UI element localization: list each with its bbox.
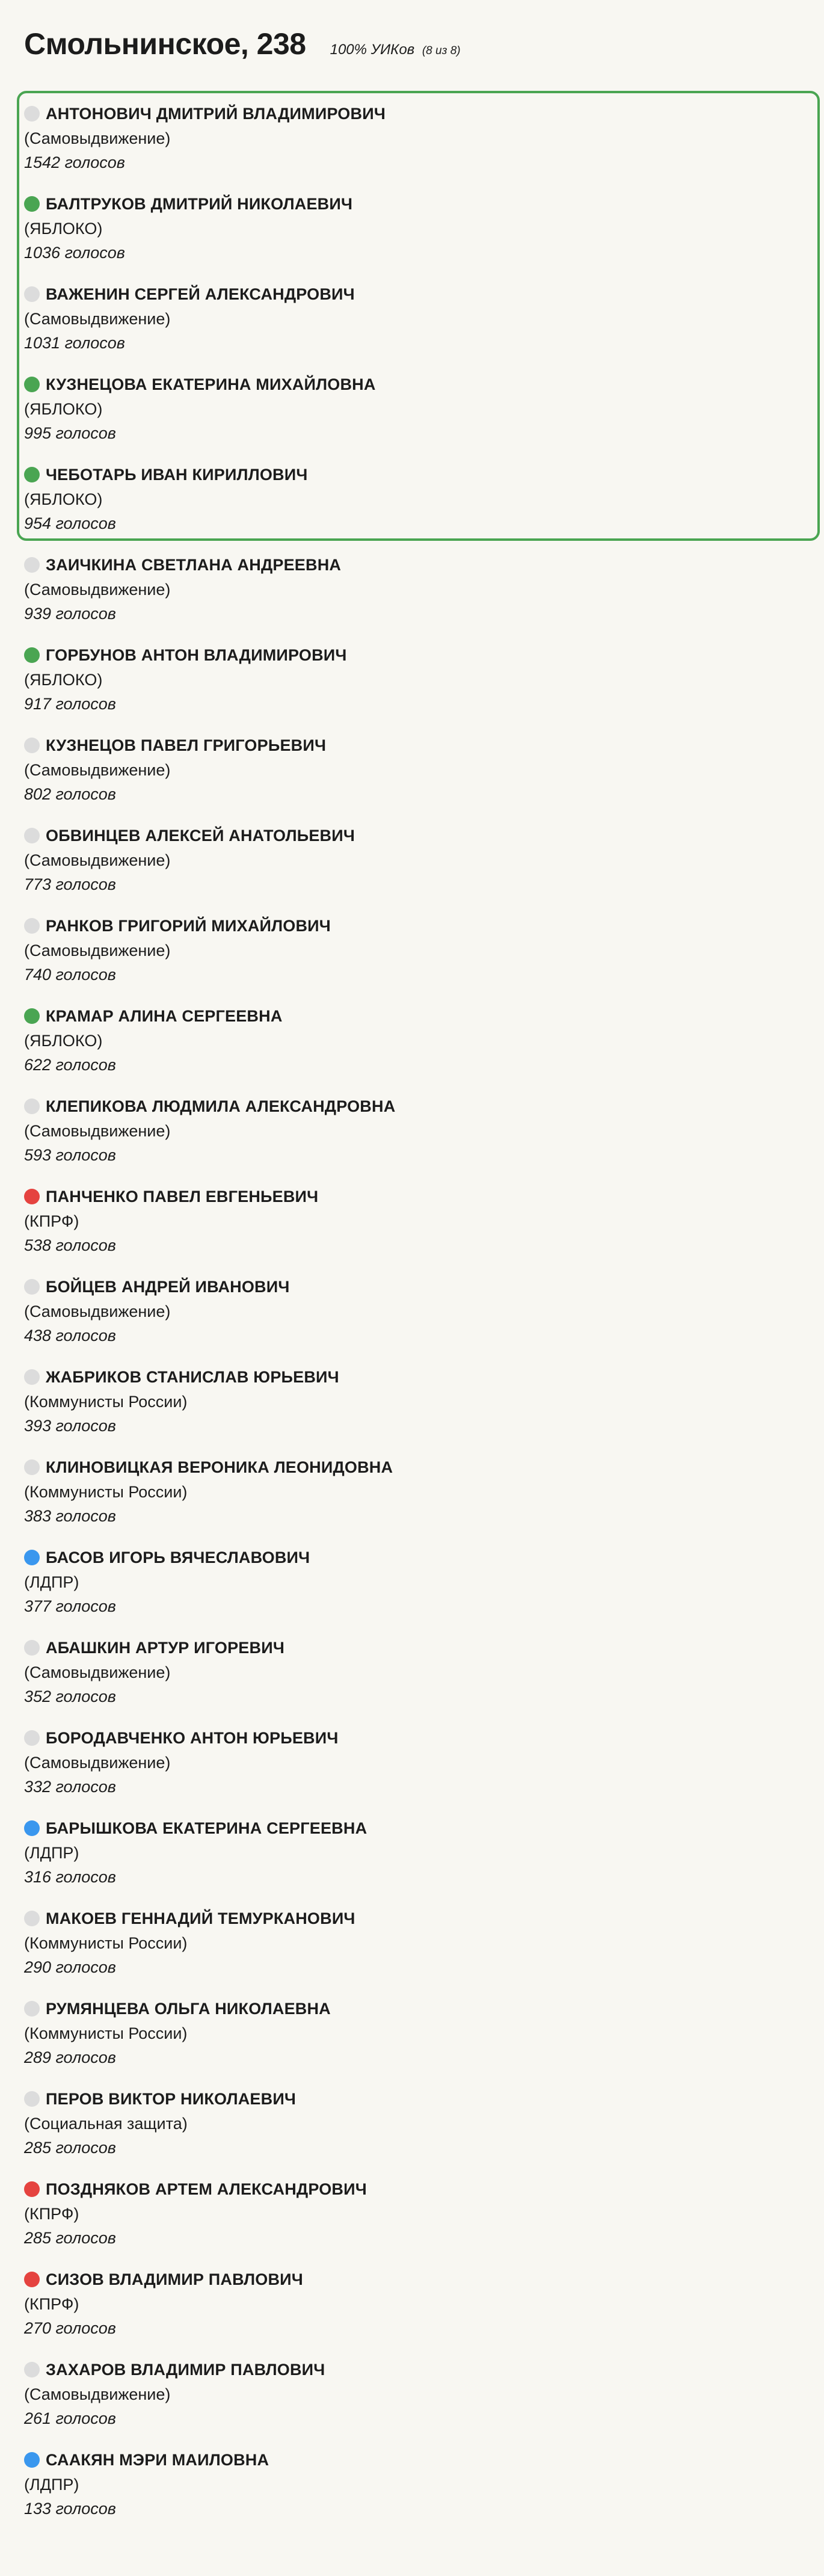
candidate-name-line <box>24 1274 806 1299</box>
party-color-dot-icon <box>24 1459 40 1475</box>
candidate-name-line <box>24 642 806 668</box>
candidate-item <box>24 2357 806 2447</box>
candidate-item <box>24 1725 806 1816</box>
candidate-item <box>24 1906 806 1996</box>
candidate-party: (Самовыдвижение) <box>24 851 171 869</box>
candidate-party: (КПРФ) <box>24 1212 79 1230</box>
party-color-dot-icon <box>24 1911 40 1926</box>
candidate-item <box>24 191 806 282</box>
candidate-votes: 285 голосов <box>24 2139 116 2157</box>
candidate-name-line <box>24 823 806 848</box>
party-color-dot-icon <box>24 1008 40 1024</box>
candidate-votes: 740 голосов <box>24 966 116 984</box>
candidate-votes: 1036 голосов <box>24 244 125 262</box>
candidate-party: (ЯБЛОКО) <box>24 220 103 238</box>
candidate-votes: 393 голосов <box>24 1417 116 1435</box>
candidate-votes: 593 голосов <box>24 1146 116 1164</box>
candidate-name-line <box>24 1003 806 1029</box>
candidate-votes: 261 голосов <box>24 2409 116 2427</box>
candidate-item <box>24 552 806 642</box>
candidate-votes: 352 голосов <box>24 1687 116 1706</box>
uik-percent: 100% УИКов <box>330 42 415 58</box>
candidate-party: (КПРФ) <box>24 2205 79 2223</box>
candidate-votes: 316 голосов <box>24 1868 116 1886</box>
uik-count: (8 из 8) <box>422 45 461 57</box>
candidate-item <box>24 1094 806 1184</box>
candidate-name-line <box>24 2447 806 2473</box>
candidate-name-line <box>24 733 806 758</box>
candidate-party: (Самовыдвижение) <box>24 129 171 147</box>
party-color-dot-icon <box>24 1550 40 1565</box>
party-color-dot-icon <box>24 2181 40 2197</box>
candidate-item <box>24 101 806 191</box>
candidate-name-line <box>24 913 806 938</box>
candidate-votes: 285 голосов <box>24 2229 116 2247</box>
candidate-party: (Самовыдвижение) <box>24 1754 171 1772</box>
candidate-name: АНТОНОВИЧ ДМИТРИЙ ВЛАДИМИРОВИЧ <box>46 104 386 123</box>
candidate-votes: 289 голосов <box>24 2048 116 2066</box>
candidate-name: КРАМАР АЛИНА СЕРГЕЕВНА <box>46 1006 283 1025</box>
candidate-party: (КПРФ) <box>24 2295 79 2313</box>
candidate-votes: 773 голосов <box>24 875 116 893</box>
candidate-name-line <box>24 1545 806 1570</box>
candidate-name-line <box>24 1635 806 1660</box>
party-color-dot-icon <box>24 377 40 392</box>
candidate-party: (ЯБЛОКО) <box>24 400 103 418</box>
candidate-party: (Самовыдвижение) <box>24 1302 171 1320</box>
party-color-dot-icon <box>24 1279 40 1295</box>
candidate-name: КЛИНОВИЦКАЯ ВЕРОНИКА ЛЕОНИДОВНА <box>46 1458 393 1476</box>
candidate-name: СААКЯН МЭРИ МАИЛОВНА <box>46 2450 269 2469</box>
candidate-name-line <box>24 2086 806 2112</box>
candidate-votes: 133 голосов <box>24 2500 116 2518</box>
candidate-party: (Самовыдвижение) <box>24 2385 171 2403</box>
candidate-list <box>24 101 806 2537</box>
candidate-name: ВАЖЕНИН СЕРГЕЙ АЛЕКСАНДРОВИЧ <box>46 285 355 303</box>
candidate-votes: 939 голосов <box>24 605 116 623</box>
candidate-name: БАЛТРУКОВ ДМИТРИЙ НИКОЛАЕВИЧ <box>46 194 353 213</box>
candidate-name: ПЕРОВ ВИКТОР НИКОЛАЕВИЧ <box>46 2089 297 2108</box>
candidate-item <box>24 733 806 823</box>
candidate-votes: 917 голосов <box>24 695 116 713</box>
candidate-votes: 1542 голосов <box>24 153 125 171</box>
candidate-party: (ЯБЛОКО) <box>24 1032 103 1050</box>
party-color-dot-icon <box>24 2001 40 2017</box>
candidate-votes: 377 голосов <box>24 1597 116 1615</box>
candidate-item <box>24 462 806 552</box>
candidate-item <box>24 2447 806 2537</box>
party-color-dot-icon <box>24 196 40 212</box>
candidate-name-line <box>24 1816 806 1841</box>
candidate-name-line <box>24 1455 806 1480</box>
party-color-dot-icon <box>24 1640 40 1656</box>
candidate-name-line <box>24 2357 806 2382</box>
party-color-dot-icon <box>24 2452 40 2468</box>
party-color-dot-icon <box>24 2272 40 2287</box>
district-title: Смольнинское, 238 <box>24 27 306 61</box>
party-color-dot-icon <box>24 557 40 573</box>
candidate-name: РУМЯНЦЕВА ОЛЬГА НИКОЛАЕВНА <box>46 1999 331 2018</box>
candidate-item <box>24 1274 806 1364</box>
candidate-item <box>24 2267 806 2357</box>
candidate-party: (Самовыдвижение) <box>24 581 171 599</box>
candidate-name: ЖАБРИКОВ СТАНИСЛАВ ЮРЬЕВИЧ <box>46 1367 339 1386</box>
candidate-party: (Самовыдвижение) <box>24 941 171 960</box>
candidate-name: ЗАИЧКИНА СВЕТЛАНА АНДРЕЕВНА <box>46 555 342 574</box>
candidate-item <box>24 1816 806 1906</box>
candidate-item <box>24 642 806 733</box>
party-color-dot-icon <box>24 467 40 482</box>
candidate-name: КУЗНЕЦОВ ПАВЕЛ ГРИГОРЬЕВИЧ <box>46 736 327 754</box>
party-color-dot-icon <box>24 738 40 753</box>
candidate-name: МАКОЕВ ГЕННАДИЙ ТЕМУРКАНОВИЧ <box>46 1909 355 1927</box>
candidate-name-line <box>24 2177 806 2202</box>
candidate-party: (ЛДПР) <box>24 1844 79 1862</box>
candidate-item <box>24 1455 806 1545</box>
candidate-votes: 622 голосов <box>24 1056 116 1074</box>
candidate-name-line <box>24 462 806 487</box>
candidate-name: РАНКОВ ГРИГОРИЙ МИХАЙЛОВИЧ <box>46 916 331 935</box>
candidate-party: (Самовыдвижение) <box>24 761 171 779</box>
candidate-votes: 290 голосов <box>24 1958 116 1976</box>
candidate-party: (Коммунисты России) <box>24 1483 188 1501</box>
party-color-dot-icon <box>24 1189 40 1204</box>
candidate-name-line <box>24 101 806 126</box>
candidate-name: БОЙЦЕВ АНДРЕЙ ИВАНОВИЧ <box>46 1277 290 1296</box>
party-color-dot-icon <box>24 2091 40 2107</box>
party-color-dot-icon <box>24 106 40 122</box>
candidate-name-line <box>24 1725 806 1751</box>
candidate-party: (Самовыдвижение) <box>24 1663 171 1681</box>
candidate-votes: 538 голосов <box>24 1236 116 1254</box>
candidate-name-line <box>24 1094 806 1119</box>
district-header <box>24 26 461 75</box>
candidate-name: КУЗНЕЦОВА ЕКАТЕРИНА МИХАЙЛОВНА <box>46 375 376 393</box>
candidate-item <box>24 913 806 1003</box>
candidate-votes: 1031 голосов <box>24 334 125 352</box>
candidate-name-line <box>24 1364 806 1390</box>
candidate-votes: 995 голосов <box>24 424 116 442</box>
candidate-party: (ЛДПР) <box>24 1573 79 1591</box>
candidate-item <box>24 1635 806 1725</box>
candidate-item <box>24 372 806 462</box>
candidate-party: (Коммунисты России) <box>24 1934 188 1952</box>
candidate-name-line <box>24 191 806 217</box>
candidate-party: (Социальная защита) <box>24 2115 188 2133</box>
candidate-party: (ЛДПР) <box>24 2476 79 2494</box>
candidate-party: (Коммунисты России) <box>24 1393 188 1411</box>
candidate-votes: 954 голосов <box>24 514 116 532</box>
candidate-item <box>24 1003 806 1094</box>
candidate-item <box>24 282 806 372</box>
candidate-name-line <box>24 282 806 307</box>
candidate-name: ЗАХАРОВ ВЛАДИМИР ПАВЛОВИЧ <box>46 2360 325 2379</box>
candidate-name: БАСОВ ИГОРЬ ВЯЧЕСЛАВОВИЧ <box>46 1548 310 1567</box>
party-color-dot-icon <box>24 1369 40 1385</box>
party-color-dot-icon <box>24 2362 40 2377</box>
candidate-name: СИЗОВ ВЛАДИМИР ПАВЛОВИЧ <box>46 2270 303 2288</box>
candidate-name: ПОЗДНЯКОВ АРТЕМ АЛЕКСАНДРОВИЧ <box>46 2180 367 2198</box>
party-color-dot-icon <box>24 1730 40 1746</box>
candidate-item <box>24 1364 806 1455</box>
party-color-dot-icon <box>24 1098 40 1114</box>
candidate-votes: 383 голосов <box>24 1507 116 1525</box>
party-color-dot-icon <box>24 647 40 663</box>
candidate-party: (Самовыдвижение) <box>24 310 171 328</box>
candidate-name: ОБВИНЦЕВ АЛЕКСЕЙ АНАТОЛЬЕВИЧ <box>46 826 355 845</box>
candidate-name: АБАШКИН АРТУР ИГОРЕВИЧ <box>46 1638 284 1657</box>
candidate-name: КЛЕПИКОВА ЛЮДМИЛА АЛЕКСАНДРОВНА <box>46 1097 396 1115</box>
candidate-name-line <box>24 372 806 397</box>
candidate-name: ЧЕБОТАРЬ ИВАН КИРИЛЛОВИЧ <box>46 465 308 484</box>
party-color-dot-icon <box>24 1820 40 1836</box>
party-color-dot-icon <box>24 286 40 302</box>
candidate-item <box>24 2086 806 2177</box>
candidate-name-line <box>24 2267 806 2292</box>
candidate-votes: 270 голосов <box>24 2319 116 2337</box>
candidate-party: (Самовыдвижение) <box>24 1122 171 1140</box>
candidate-name-line <box>24 552 806 578</box>
candidate-votes: 438 голосов <box>24 1327 116 1345</box>
candidate-name-line <box>24 1906 806 1931</box>
candidate-party: (Коммунисты России) <box>24 2024 188 2042</box>
candidate-name-line <box>24 1996 806 2021</box>
candidate-item <box>24 1996 806 2086</box>
uik-progress <box>330 42 461 58</box>
candidate-party: (ЯБЛОКО) <box>24 490 103 508</box>
candidate-votes: 332 голосов <box>24 1778 116 1796</box>
candidate-name: БОРОДАВЧЕНКО АНТОН ЮРЬЕВИЧ <box>46 1728 339 1747</box>
candidate-item <box>24 1184 806 1274</box>
party-color-dot-icon <box>24 828 40 843</box>
candidate-name: БАРЫШКОВА ЕКАТЕРИНА СЕРГЕЕВНА <box>46 1819 367 1837</box>
candidate-item <box>24 1545 806 1635</box>
candidate-party: (ЯБЛОКО) <box>24 671 103 689</box>
party-color-dot-icon <box>24 918 40 934</box>
candidate-name: ПАНЧЕНКО ПАВЕЛ ЕВГЕНЬЕВИЧ <box>46 1187 319 1206</box>
candidate-name-line <box>24 1184 806 1209</box>
candidate-item <box>24 823 806 913</box>
candidate-name: ГОРБУНОВ АНТОН ВЛАДИМИРОВИЧ <box>46 646 347 664</box>
candidate-votes: 802 голосов <box>24 785 116 803</box>
candidate-item <box>24 2177 806 2267</box>
